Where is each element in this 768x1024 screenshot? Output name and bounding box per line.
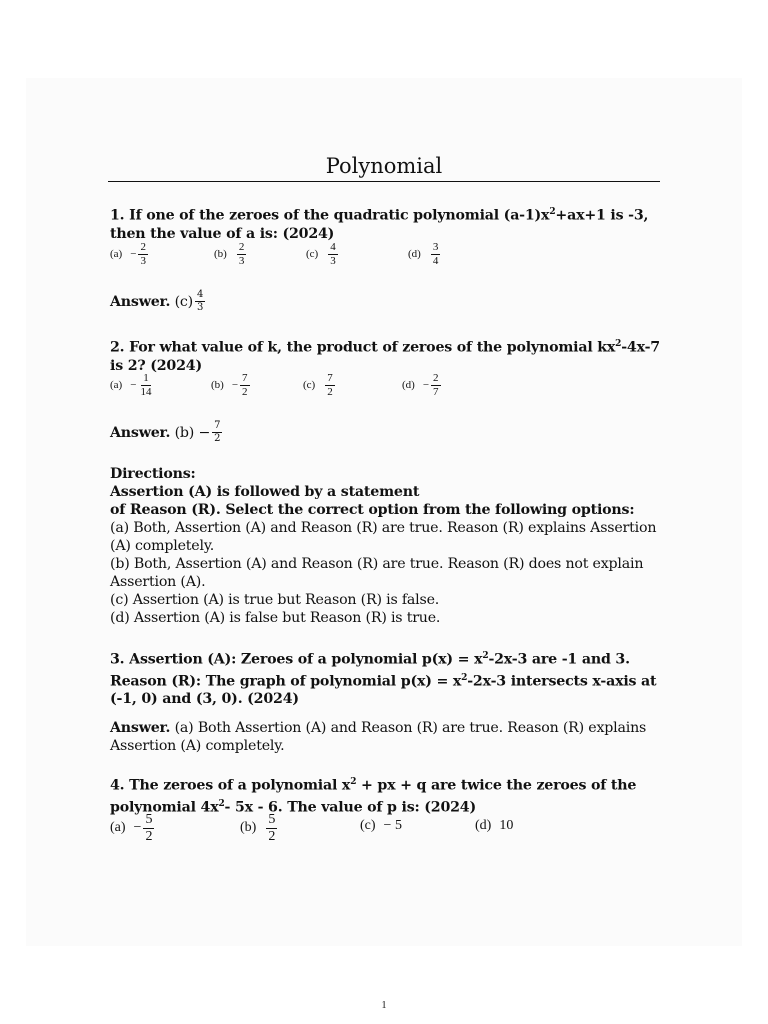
page-title: Polynomial — [325, 154, 443, 178]
assertion-line: 3. Assertion (A): Zeroes of a polynomial $p(x) = x^2-2x-3$ are -1 and 3. — [110, 651, 630, 668]
fraction: $\frac{4}{3}$ — [330, 240, 336, 267]
fraction: $\frac{2}{3}$ — [238, 240, 245, 267]
fraction: $\frac{1}{14}$ — [140, 371, 152, 398]
fraction: $\frac{5}{2}$ — [268, 811, 276, 844]
fraction: $\frac{7}{2}$ — [327, 371, 333, 398]
option-d: (d) − $\frac{2}{7}$ — [402, 371, 439, 398]
directions-option-a: (a) Both, Assertion (A) and Reason (R) are true. Reason (R) explains Assertion (A) completely. — [110, 520, 657, 554]
option-c: (c) $\frac{7}{2}$ — [303, 371, 333, 398]
directions-option-c: (c) Assertion (A) is true but Reason (R) is false. — [110, 592, 440, 608]
fraction: $\frac{7}{2}$ — [242, 371, 248, 398]
answer-2: Answer. (b) − $\frac{7}{2}$ — [110, 420, 221, 444]
option-a: (a) − $\frac{2}{3}$ — [110, 240, 146, 267]
directions-option-b: (b) Both, Assertion (A) and Reason (R) are true. Reason (R) does not explain Assertion (A). — [110, 556, 644, 590]
option-d: (d) $\frac{3}{4}$ — [408, 240, 439, 267]
option-c: (c) − 5 — [360, 818, 402, 833]
directions-block — [110, 465, 670, 627]
fraction: $\frac{2}{7}$ — [433, 371, 439, 398]
directions-line-2: of Reason (R). Select the correct option from the following options: — [110, 502, 635, 518]
fraction: $\frac{5}{2}$ — [145, 811, 153, 844]
directions-option-d: (d) Assertion (A) is false but Reason (R) is true. — [110, 610, 441, 626]
option-b: (b) $\frac{2}{3}$ — [214, 240, 245, 267]
question-4: 4. The zeroes of a polynomial $x^2$ + px + q are twice the zeroes of the polynomial $4x^2-$ 5x - 6. The value of p is: (2024) — [110, 777, 637, 816]
option-a: (a) − $\frac{1}{14}$ — [110, 371, 152, 398]
answer-3: Answer. (a) Both Assertion (A) and Reason (R) are true. Reason (R) explains Assertion (A) completely. — [110, 720, 647, 754]
reason-line: Reason (R): The graph of polynomial $p(x) = x^2-2x-3$ intersects x-axis at (-1, 0) and (3, 0). (2024) — [110, 672, 657, 708]
question-2: 2. For what value of k, the product of zeroes of the polynomial $kx^2-4x-7$ is 2? (2024) — [110, 339, 660, 374]
answer-1: Answer. (c) $\frac{4}{3}$ — [110, 289, 204, 313]
title-underline — [108, 181, 660, 182]
fraction: $\frac{3}{4}$ — [432, 240, 439, 267]
option-b: (b) $\frac{5}{2}$ — [240, 811, 276, 844]
directions-heading: Directions: — [110, 466, 196, 482]
fraction: $\frac{2}{3}$ — [140, 240, 146, 267]
fraction: $\frac{4}{3}$ — [197, 289, 204, 313]
option-d: (d) 10 — [475, 818, 514, 833]
question-3 — [110, 647, 670, 708]
directions-line-1: Assertion (A) is followed by a statement — [110, 484, 420, 500]
option-b: (b) − $\frac{7}{2}$ — [211, 371, 248, 398]
fraction: $\frac{7}{2}$ — [214, 420, 221, 444]
page-number: 1 — [381, 1000, 387, 1011]
option-c: (c) $\frac{4}{3}$ — [306, 240, 336, 267]
question-1: 1. If one of the zeroes of the quadratic polynomial $(a-1)x^2+ax+1$ is -3, then the value of a is: (2024) — [110, 207, 649, 242]
option-a: (a) − $\frac{5}{2}$ — [110, 811, 153, 844]
